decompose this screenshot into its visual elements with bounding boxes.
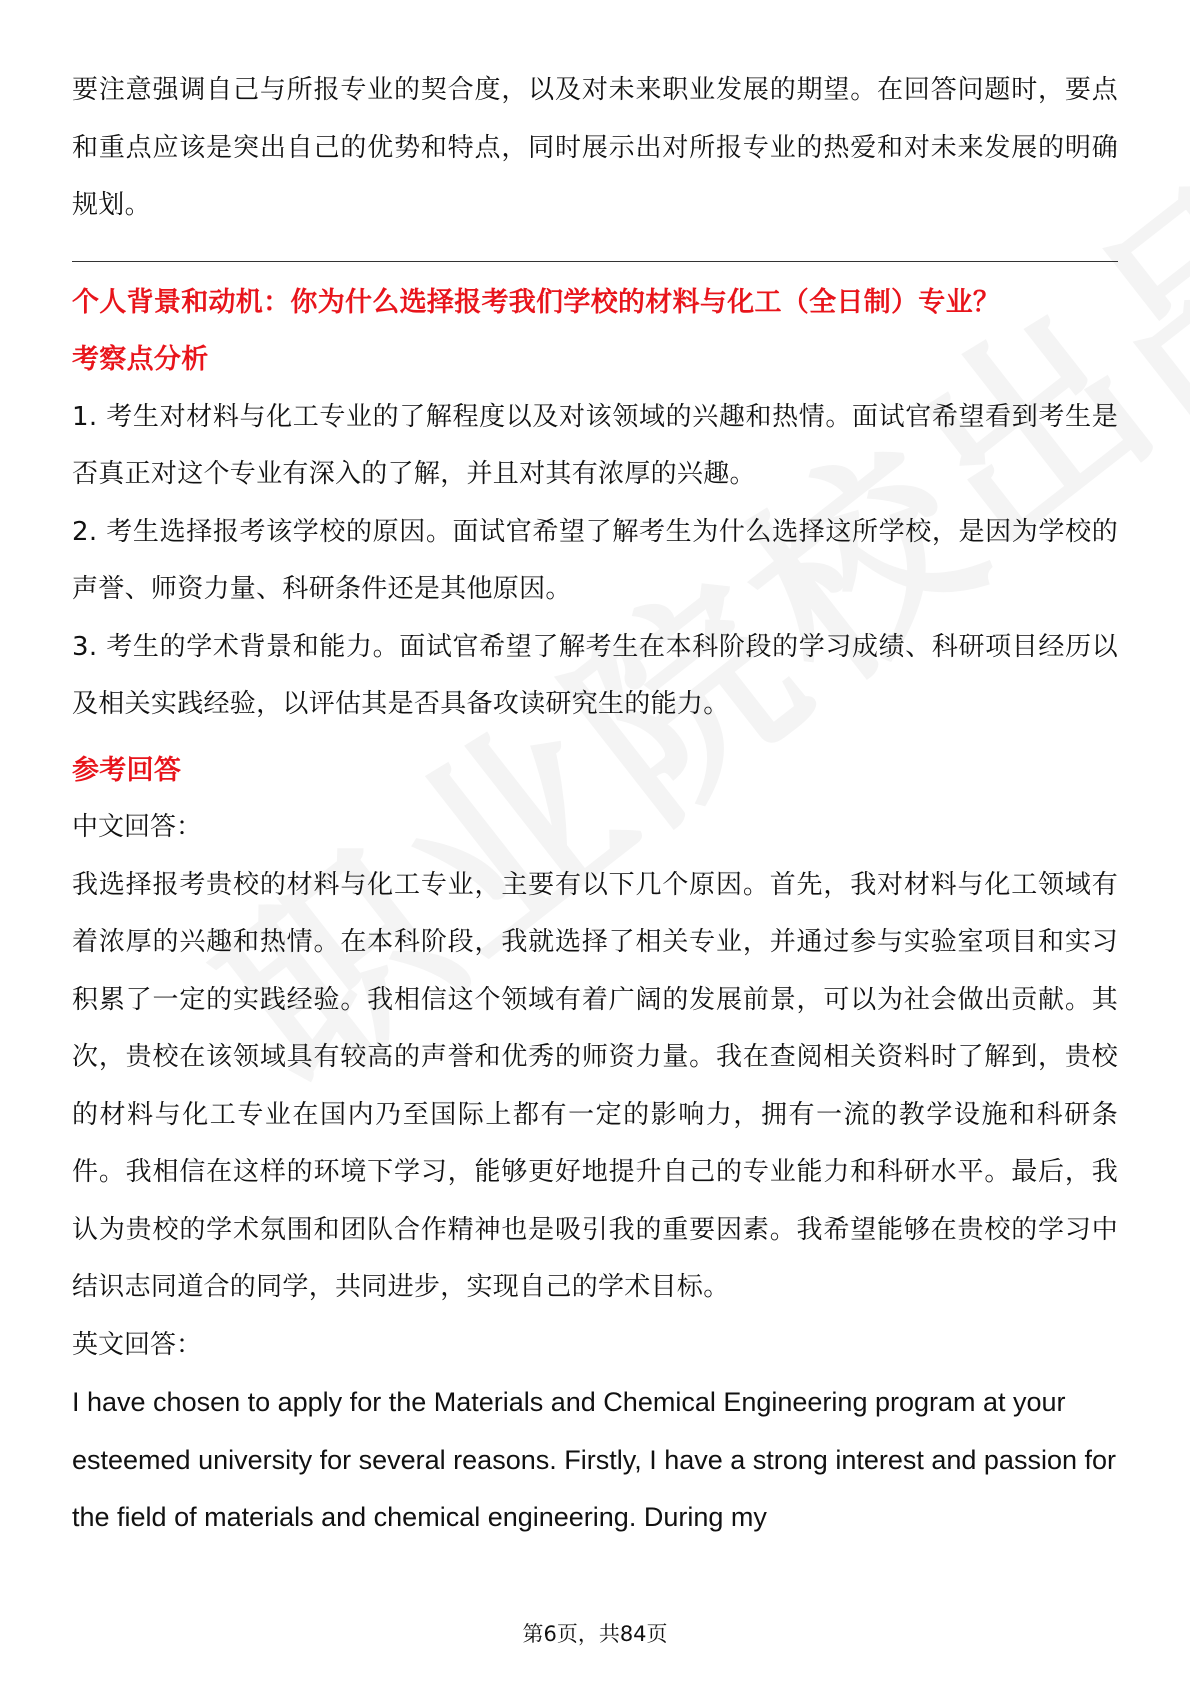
- intro-paragraph: 要注意强调自己与所报专业的契合度，以及对未来职业发展的期望。在回答问题时，要点和重点应该是突出自己的优势和特点，同时展示出对所报专业的热爱和对未来发展的明确规划。: [72, 75, 1118, 220]
- analysis-point-3: 3. 考生的学术背景和能力。面试官希望了解考生在本科阶段的学习成绩、科研项目经历以及相关实践经验，以评估其是否具备攻读研究生的能力。: [72, 631, 1118, 719]
- page-content: [72, 62, 1118, 1547]
- chinese-answer-label: 中文回答：: [72, 812, 203, 842]
- analysis-point-1: 1. 考生对材料与化工专业的了解程度以及对该领域的兴趣和热情。面试官希望看到考生是否真正对这个专业有深入的了解，并且对其有浓厚的兴趣。: [72, 401, 1118, 489]
- reference-heading: 参考回答: [72, 754, 182, 786]
- english-answer: I have chosen to apply for the Materials and Chemical Engineering program at your esteemed university for several reasons. Firstly, I have a strong interest and passion for the field of materials and chemical engineering. During my: [72, 1387, 1116, 1532]
- chinese-answer: 我选择报考贵校的材料与化工专业，主要有以下几个原因。首先，我对材料与化工领域有着浓厚的兴趣和热情。在本科阶段，我就选择了相关专业，并通过参与实验室项目和实习积累了一定的实践经验。我相信这个领域有着广阔的发展前景，可以为社会做出贡献。其次，贵校在该领域具有较高的声誉和优秀的师资力量。我在查阅相关资料时了解到，贵校的材料与化工专业在国内乃至国际上都有一定的影响力，拥有一流的教学设施和科研条件。我相信在这样的环境下学习，能够更好地提升自己的专业能力和科研水平。最后，我认为贵校的学术氛围和团队合作精神也是吸引我的重要因素。我希望能够在贵校的学习中结识志同道合的同学，共同进步，实现自己的学术目标。: [72, 869, 1118, 1302]
- question-title: 个人背景和动机：你为什么选择报考我们学校的材料与化工（全日制）专业？: [72, 286, 1001, 318]
- analysis-heading: 考察点分析: [72, 344, 209, 375]
- section-divider: [72, 261, 1118, 262]
- analysis-point-2: 2. 考生选择报考该学校的原因。面试官希望了解考生为什么选择这所学校，是因为学校的声誉、师资力量、科研条件还是其他原因。: [72, 516, 1118, 604]
- english-answer-label: 英文回答：: [72, 1329, 203, 1360]
- page-number-footer: 第6页，共84页: [522, 1622, 668, 1646]
